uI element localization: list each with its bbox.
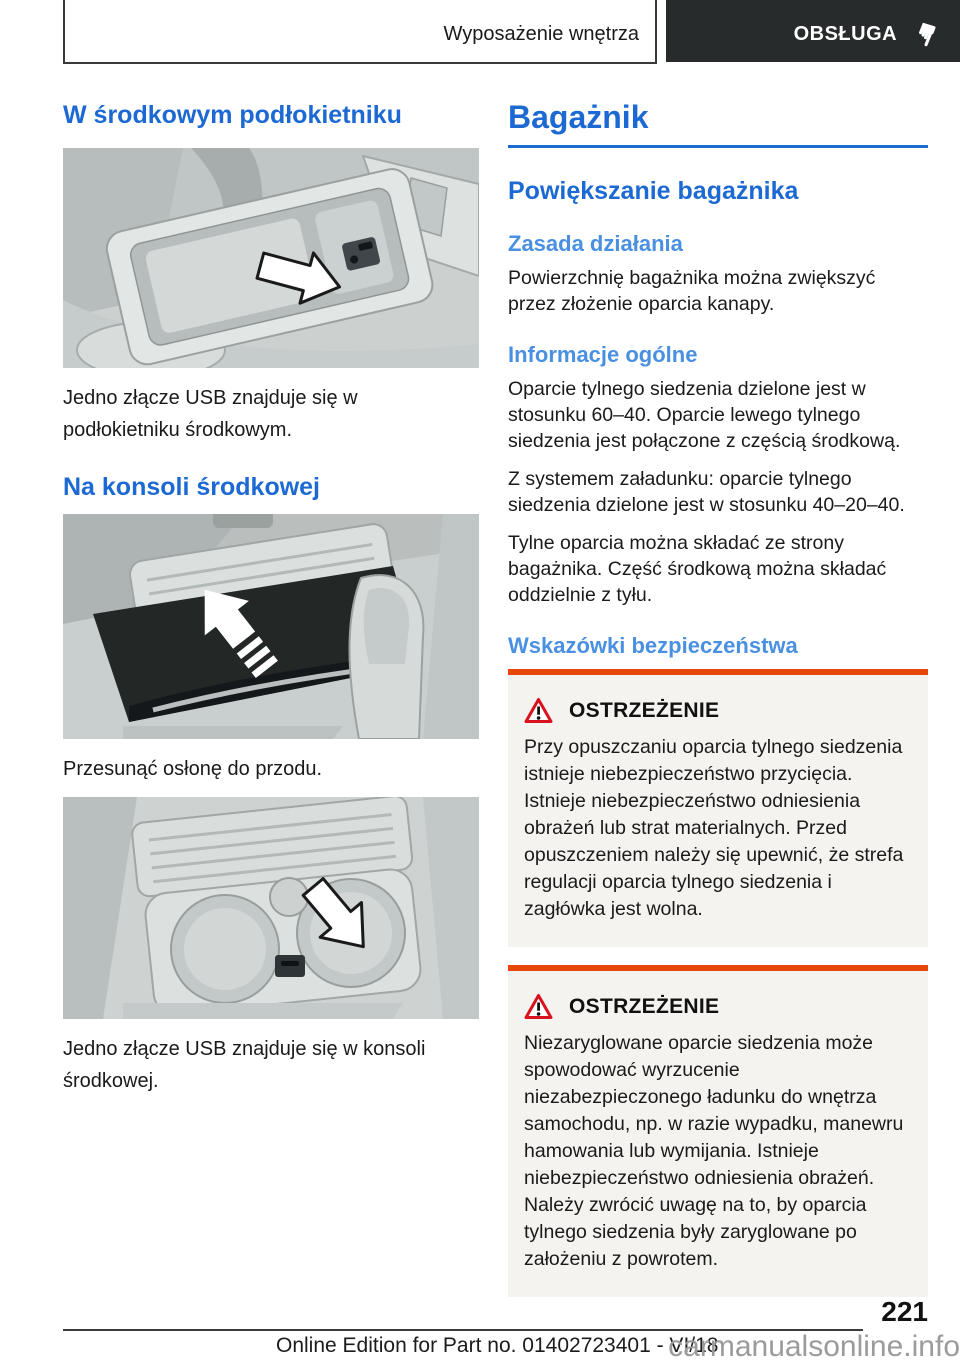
chapter-tab-label: OBSŁUGA <box>793 22 898 45</box>
breadcrumb-box <box>63 0 657 64</box>
warning-triangle-icon <box>524 697 553 724</box>
section-heading-armrest: W środkowym podłokietniku <box>63 101 402 129</box>
warning-label: OSTRZEŻENIE <box>569 994 720 1018</box>
warning-box <box>508 965 928 1297</box>
paragraph: Powierzchnię bagażnika można zwiększyć przez złożenie oparcia kanapy. <box>508 267 876 315</box>
paragraph: Tylne oparcia można składać ze strony bagażnika. Część środkową można składać oddzielnie z tyłu. <box>508 532 887 606</box>
section-heading-console: Na konsoli środkowej <box>63 473 321 501</box>
subsection-title: Zasada działania <box>508 231 683 256</box>
center-armrest-usb-illustration <box>63 148 479 368</box>
watermark: carmanualsonline.info <box>668 1330 960 1362</box>
image-caption: Jedno złącze USB znajduje się w podłokietniku środkowym. <box>63 387 358 441</box>
chapter-title: Bagażnik <box>508 98 928 148</box>
warning-text: Niezaryglowane oparcie siedzenia może spowodować wyrzucenie niezabezpieczonego ładunku do wnętrza samochodu, np. w razie wypadku, manewru hamowania lub wymijania. Istnieje niebezpieczeństwo odniesienia obrażeń. Należy zwrócić uwagę na to, by oparcia tylnego siedzenia były zaryglowane po założeniu z powrotem. <box>524 1032 904 1270</box>
edition-note: Online Edition for Part no. 01402723401 - VI/18 <box>276 1334 719 1357</box>
image-caption: Przesunąć osłonę do przodu. <box>63 758 323 780</box>
chapter-tab <box>666 0 960 62</box>
warning-box <box>508 669 928 947</box>
warning-header <box>524 697 912 724</box>
left-column <box>63 100 479 1097</box>
warning-header <box>524 993 912 1020</box>
warning-triangle-icon <box>524 993 553 1020</box>
page-number: 221 <box>881 1296 928 1327</box>
paragraph: Oparcie tylnego siedzenia dzielone jest w stosunku 60–40. Oparcie lewego tylnego siedzenia jest połączone z częścią środkową. <box>508 378 901 452</box>
cupholder-usb-illustration <box>63 797 479 1019</box>
paragraph: Z systemem załadunku: oparcie tylnego siedzenia dzielone jest w stosunku 40–20–40. <box>508 468 905 516</box>
subsection-title: Informacje ogólne <box>508 342 698 367</box>
breadcrumb: Wyposażenie wnętrza <box>443 22 639 45</box>
hand-pointer-icon: ☛ <box>904 15 946 53</box>
section-title: Powiększanie bagażnika <box>508 177 799 205</box>
warning-label: OSTRZEŻENIE <box>569 698 720 722</box>
center-console-sliding-cover-illustration <box>63 514 479 739</box>
image-caption: Jedno złącze USB znajduje się w konsoli środkowej. <box>63 1038 426 1092</box>
right-column <box>508 98 928 1297</box>
subsection-title: Wskazówki bezpieczeństwa <box>508 633 798 658</box>
warning-text: Przy opuszczaniu oparcia tylnego siedzenia istnieje niebezpieczeństwo przycięcia. Istnieje niebezpieczeństwo odniesienia obrażeń lub strat materialnych. Przed opuszczeniem należy się upewnić, że strefa regulacji oparcia tylnego siedzenia i zagłówka jest wolna. <box>524 736 904 920</box>
